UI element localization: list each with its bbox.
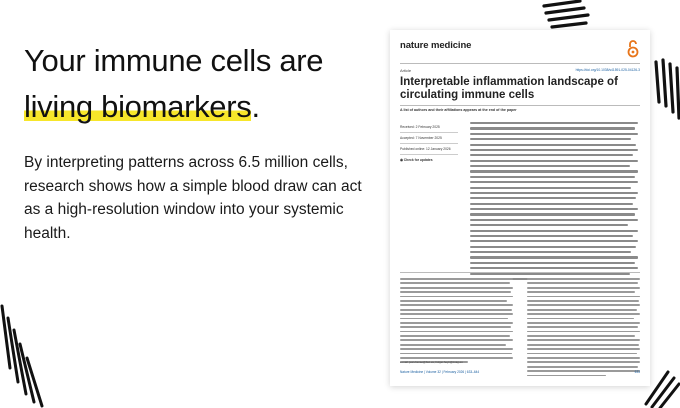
headline-line-2 (24, 84, 364, 130)
decorative-stripes-bottom-left (0, 298, 48, 408)
journal-name: nature medicine (400, 40, 472, 51)
paper-preview (390, 30, 650, 386)
accepted-date: Accepted: 7 November 2025 (400, 133, 458, 144)
headline-line-1: Your immune cells are (24, 43, 324, 78)
footer-citation: Nature Medicine | Volume 32 | February 2026 | 633–644 (400, 370, 480, 374)
title-rule (400, 105, 640, 106)
header-rule (400, 63, 640, 64)
headline (24, 38, 364, 130)
correspondence-email[interactable]: e-mail: juan.henao@bsc.es; holger.heyn@cnag.eu (400, 360, 463, 364)
body-copy: By interpreting patterns across 6.5 million cells, research shows how a simple blood draw can act as a high-resolution window into your systemic health. (24, 154, 362, 242)
check-for-updates-label: Check for updates (403, 158, 433, 162)
check-for-updates[interactable]: ◉ Check for updates (400, 158, 433, 162)
body-column-right (527, 278, 640, 379)
doi-link[interactable]: https://doi.org/10.1038/s41591-025-04126-3 (575, 68, 640, 72)
highlighted-phrase: living biomarkers (24, 89, 252, 124)
decorative-stripes-right (650, 58, 680, 124)
received-date: Received: 2 February 2025 (400, 122, 458, 133)
abstract-text-block (470, 122, 638, 283)
article-type: Article (400, 68, 412, 73)
headline-period: . (251, 89, 260, 124)
publication-meta (400, 122, 458, 165)
paper-title: Interpretable inflammation landscape of circulating immune cells (400, 76, 618, 101)
open-access-icon (626, 39, 640, 59)
paper-footer (400, 370, 640, 374)
authors-note: A list of authors and their affiliations appears at the end of the paper (400, 108, 517, 112)
footer-page-number: 633 (634, 370, 640, 374)
decorative-stripes-top (540, 0, 600, 30)
body-rule (400, 272, 640, 273)
body-column-left (400, 278, 513, 366)
published-date: Published online: 12 January 2026 (400, 144, 458, 155)
